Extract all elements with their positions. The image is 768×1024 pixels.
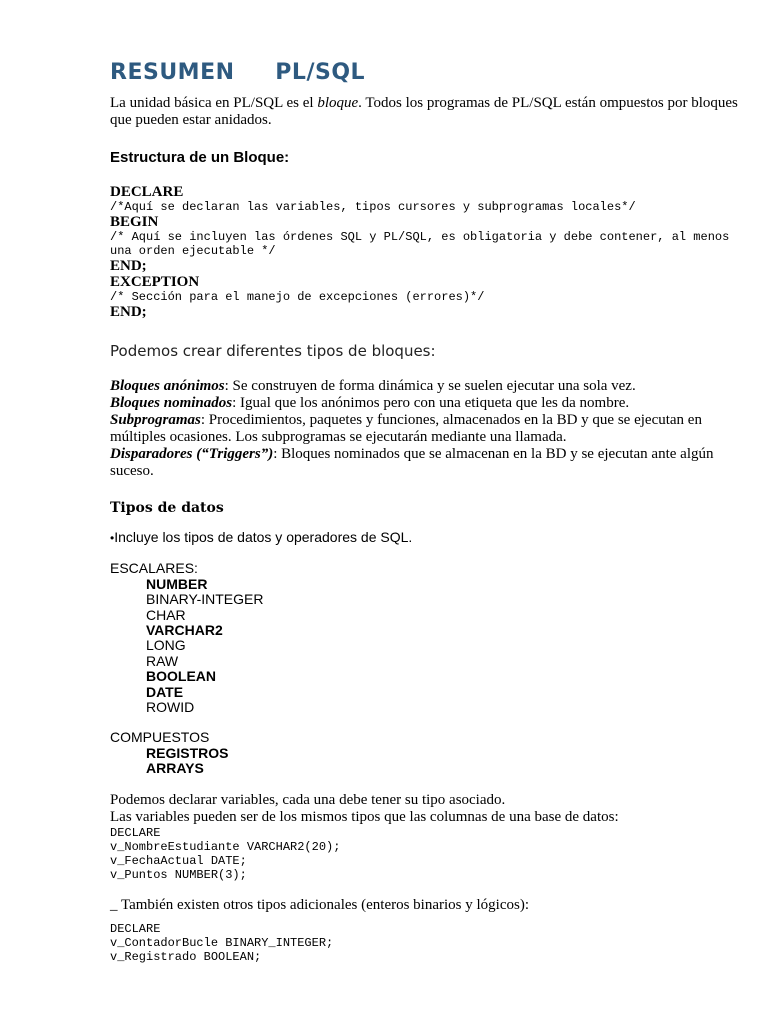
type-list-item: BOOLEAN (146, 668, 216, 685)
bullet-item (110, 530, 740, 546)
code-line: v_Registrado BOOLEAN; (110, 949, 262, 964)
definition-text: : Se construyen de forma dinámica y se suelen ejecutar una sola vez. (224, 378, 636, 394)
intro-text-before: La unidad básica en PL/SQL es el (110, 95, 318, 111)
code-line: DECLARE (110, 921, 161, 936)
type-list-item: DATE (146, 683, 184, 700)
composites-list (110, 746, 740, 777)
definition-item (110, 378, 740, 395)
definition-term: Disparadores (“Triggers”) (110, 446, 274, 462)
variables-paragraph-1: Podemos declarar variables, cada una debe tener su tipo asociado. (110, 791, 506, 808)
type-list-item: VARCHAR2 (146, 622, 223, 639)
type-list-item: LONG (146, 637, 186, 654)
bullet-icon: • (110, 531, 115, 545)
block-structure (110, 184, 740, 320)
spacer (110, 546, 740, 561)
spacer (110, 715, 740, 730)
block-keyword: EXCEPTION (110, 274, 200, 290)
type-list-item: RAW (146, 652, 179, 669)
definition-text: : Procedimientos, paquetes y funciones, almacenados en la BD y que se ejecutan en múltiples ocasiones. Los subprogramas se ejecutarán mediante una llamada. (110, 412, 702, 445)
spacer (110, 914, 740, 922)
block-structure-heading: Estructura de un Bloque: (110, 149, 290, 166)
scalars-label: ESCALARES: (110, 560, 198, 577)
data-types-heading: Tipos de datos (110, 500, 224, 516)
block-comment: /* Sección para el manejo de excepciones (errores)*/ (110, 290, 485, 304)
block-keyword: DECLARE (110, 184, 184, 200)
block-keyword: BEGIN (110, 214, 159, 230)
composites-label: COMPUESTOS (110, 729, 210, 746)
definition-term: Bloques nominados (110, 395, 233, 411)
variables-paragraph-2: Las variables pueden ser de los mismos tipos que las columnas de una base de datos: (110, 808, 619, 825)
block-comment: /* Aquí se incluyen las órdenes SQL y PL/SQL, es obligatoria y debe contener, al menos una orden ejecutable */ (110, 230, 730, 258)
intro-paragraph (110, 95, 740, 129)
definition-term: Bloques anónimos (110, 378, 225, 394)
definition-item (110, 412, 740, 446)
code-line: DECLARE (110, 825, 161, 840)
page-title: RESUMEN PL/SQL (110, 60, 366, 85)
block-keyword: END; (110, 258, 147, 274)
definition-text: : Igual que los anónimos pero con una etiqueta que les da nombre. (232, 395, 630, 411)
code-block-2 (110, 922, 740, 964)
block-comment: /*Aquí se declaran las variables, tipos cursores y subprogramas locales*/ (110, 200, 636, 214)
type-list-item: NUMBER (146, 575, 208, 592)
document-content (110, 60, 740, 964)
code-line: v_ContadorBucle BINARY_INTEGER; (110, 935, 334, 950)
extra-types-paragraph: _ También existen otros tipos adicionales (enteros binarios y lógicos): (110, 896, 530, 913)
intro-emphasis: bloque (317, 95, 359, 111)
code-line: v_Puntos NUMBER(3); (110, 867, 247, 882)
code-line: v_NombreEstudiante VARCHAR2(20); (110, 839, 341, 854)
type-list-item: CHAR (146, 606, 186, 623)
definition-item (110, 446, 740, 480)
spacer (110, 882, 740, 897)
block-types-list (110, 378, 740, 480)
scalars-list (110, 577, 740, 716)
spacer (110, 777, 740, 792)
definition-item (110, 395, 740, 412)
block-types-heading: Podemos crear diferentes tipos de bloques: (110, 342, 436, 360)
definition-term: Subprogramas (110, 412, 201, 428)
definition-text: : Bloques nominados que se almacenan en la BD y se ejecutan ante algún suceso. (110, 446, 714, 479)
type-list-item: BINARY-INTEGER (146, 591, 264, 608)
bullet-text: Incluye los tipos de datos y operadores de SQL. (114, 529, 413, 545)
code-line: v_FechaActual DATE; (110, 853, 247, 868)
type-list-item: ROWID (146, 699, 195, 716)
type-list-item: REGISTROS (146, 744, 229, 761)
block-keyword: END; (110, 304, 147, 320)
intro-text-after: . Todos los programas de PL/SQL están ompuestos por bloques que pueden estar anidados. (110, 95, 738, 128)
type-list-item: ARRAYS (146, 760, 204, 777)
code-block-1 (110, 826, 740, 882)
